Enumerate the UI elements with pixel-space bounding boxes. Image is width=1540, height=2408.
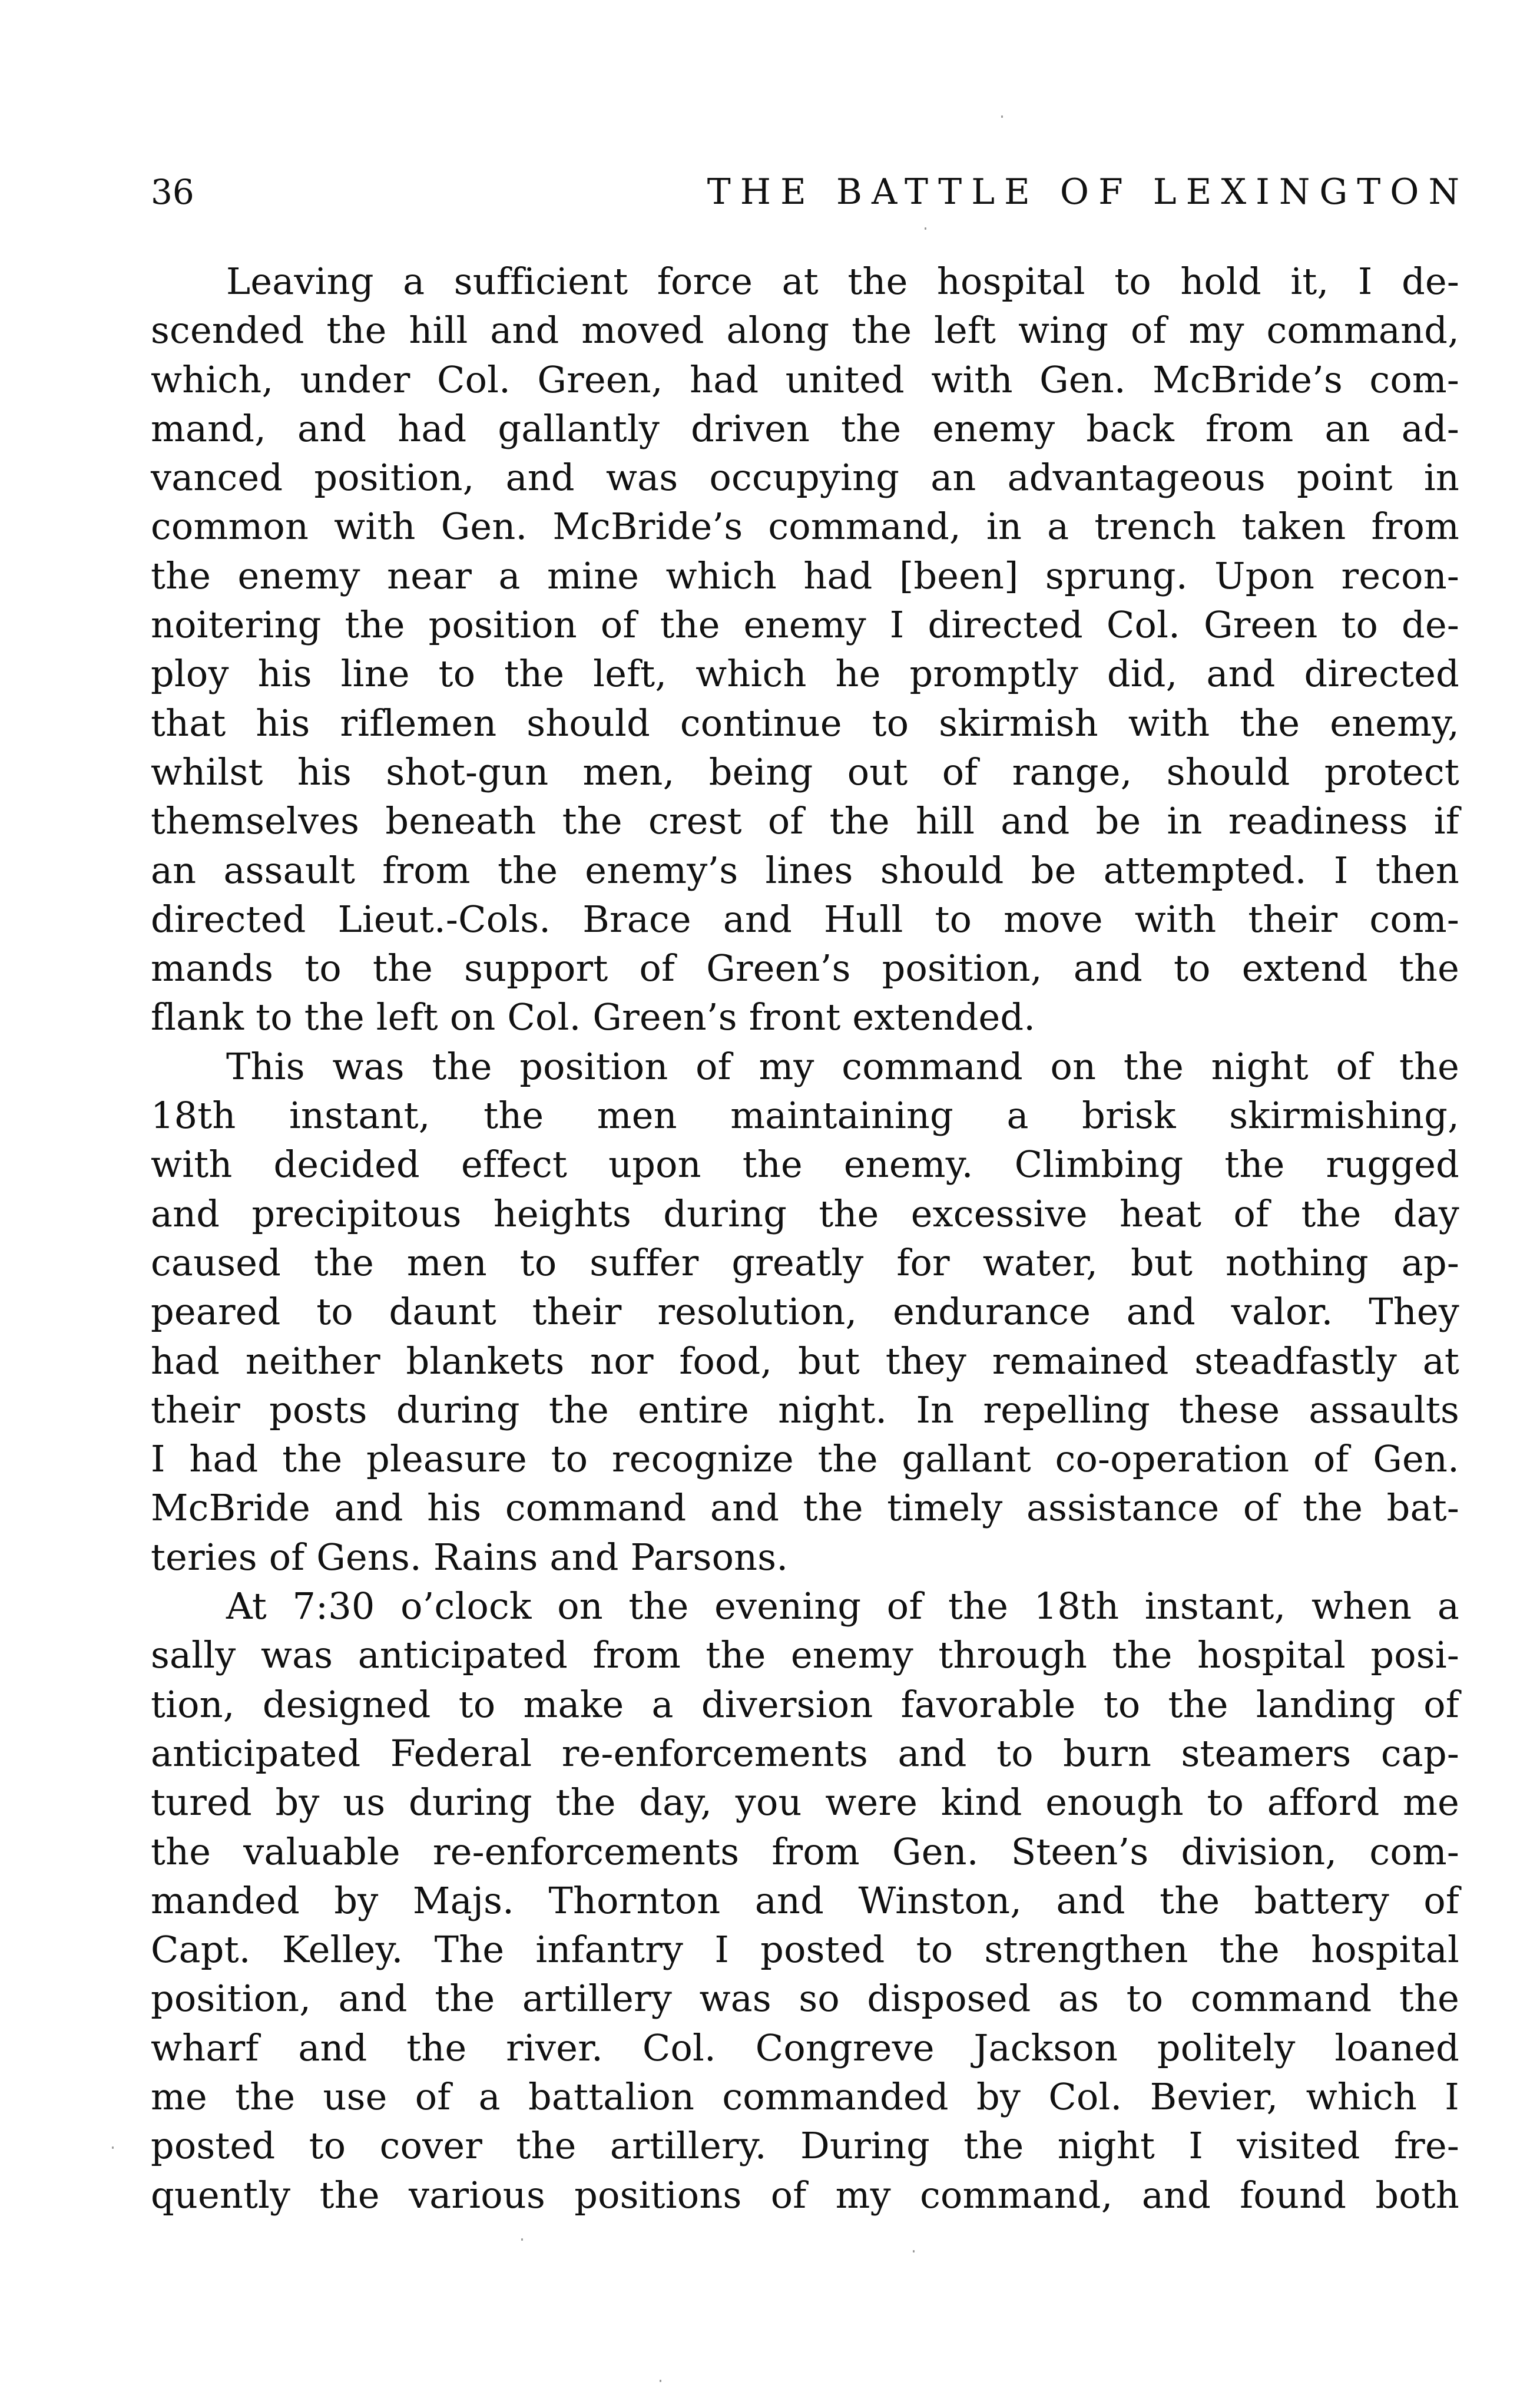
text-line: and precipitous heights during the excessive heat of the day <box>151 1192 1459 1235</box>
text-line: At 7:30 o’clock on the evening of the 18th instant, when a <box>226 1585 1459 1628</box>
text-line: vanced position, and was occupying an advantageous point in <box>151 456 1459 500</box>
text-line: flank to the left on Col. Green’s front extended. <box>151 995 1036 1039</box>
text-line: the valuable re-enforcements from Gen. Steen’s division, com- <box>151 1830 1459 1873</box>
text-line: quently the various positions of my command, and found both <box>151 2173 1459 2217</box>
text-line: Leaving a sufficient force at the hospital to hold it, I de- <box>226 260 1459 303</box>
text-line: ploy his line to the left, which he promptly did, and directed <box>151 652 1459 696</box>
text-line: sally was anticipated from the enemy through the hospital posi- <box>151 1633 1459 1677</box>
text-line: McBride and his command and the timely assistance of the bat- <box>151 1486 1459 1530</box>
text-line: wharf and the river. Col. Congreve Jackson politely loaned <box>151 2026 1459 2069</box>
page-number: 36 <box>151 172 194 212</box>
text-line: noitering the position of the enemy I directed Col. Green to de- <box>151 603 1459 647</box>
text-line: with decided effect upon the enemy. Climbing the rugged <box>151 1143 1459 1186</box>
text-line: their posts during the entire night. In repelling these assaults <box>151 1388 1459 1431</box>
text-line: directed Lieut.-Cols. Brace and Hull to move with their com- <box>151 897 1459 941</box>
scan-speck <box>112 2146 114 2149</box>
text-line: manded by Majs. Thornton and Winston, and the battery of <box>151 1878 1459 1922</box>
text-line: Capt. Kelley. The infantry I posted to strengthen the hospital <box>151 1928 1459 1972</box>
text-line: scended the hill and moved along the left wing of my command, <box>151 309 1459 352</box>
text-line: common with Gen. McBride’s command, in a trench taken from <box>151 505 1459 548</box>
text-line: whilst his shot-gun men, being out of range, should protect <box>151 750 1459 793</box>
text-line: This was the position of my command on the night of the <box>226 1044 1459 1088</box>
text-line: mand, and had gallantly driven the enemy back from an ad- <box>151 406 1459 450</box>
text-line: posted to cover the artillery. During the night I visited fre- <box>151 2124 1459 2168</box>
text-line: 18th instant, the men maintaining a brisk skirmishing, <box>151 1094 1459 1137</box>
text-line: teries of Gens. Rains and Parsons. <box>151 1535 789 1579</box>
text-line: that his riflemen should continue to skirmish with the enemy, <box>151 701 1459 745</box>
scan-speck <box>521 2238 523 2241</box>
text-line: mands to the support of Green’s position, and to extend the <box>151 947 1459 990</box>
scan-speck <box>925 227 926 230</box>
running-title: THE BATTLE OF LEXINGTON <box>707 171 1469 213</box>
text-line: the enemy near a mine which had [been] sprung. Upon recon- <box>151 554 1459 597</box>
text-line: themselves beneath the crest of the hill and be in readiness if <box>151 799 1459 843</box>
text-line: position, and the artillery was so disposed as to command the <box>151 1977 1459 2020</box>
scan-speck <box>913 2250 915 2252</box>
text-line: anticipated Federal re-enforcements and to burn steamers cap- <box>151 1731 1459 1775</box>
text-line: I had the pleasure to recognize the gallant co-operation of Gen. <box>151 1437 1459 1481</box>
text-line: had neither blankets nor food, but they remained steadfastly at <box>151 1339 1459 1382</box>
scan-speck <box>1001 115 1003 118</box>
text-line: caused the men to suffer greatly for water, but nothing ap- <box>151 1241 1459 1284</box>
text-line: tured by us during the day, you were kind enough to afford me <box>151 1781 1459 1824</box>
text-line: which, under Col. Green, had united with Gen. McBride’s com- <box>151 358 1459 401</box>
text-line: peared to daunt their resolution, endurance and valor. They <box>151 1290 1459 1334</box>
scan-speck <box>660 2380 661 2382</box>
text-line: me the use of a battalion commanded by Col. Bevier, which I <box>151 2075 1459 2118</box>
running-head <box>151 168 1469 216</box>
body-text <box>151 257 1459 2220</box>
text-line: tion, designed to make a diversion favorable to the landing of <box>151 1682 1459 1726</box>
text-line: an assault from the enemy’s lines should be attempted. I then <box>151 848 1459 892</box>
